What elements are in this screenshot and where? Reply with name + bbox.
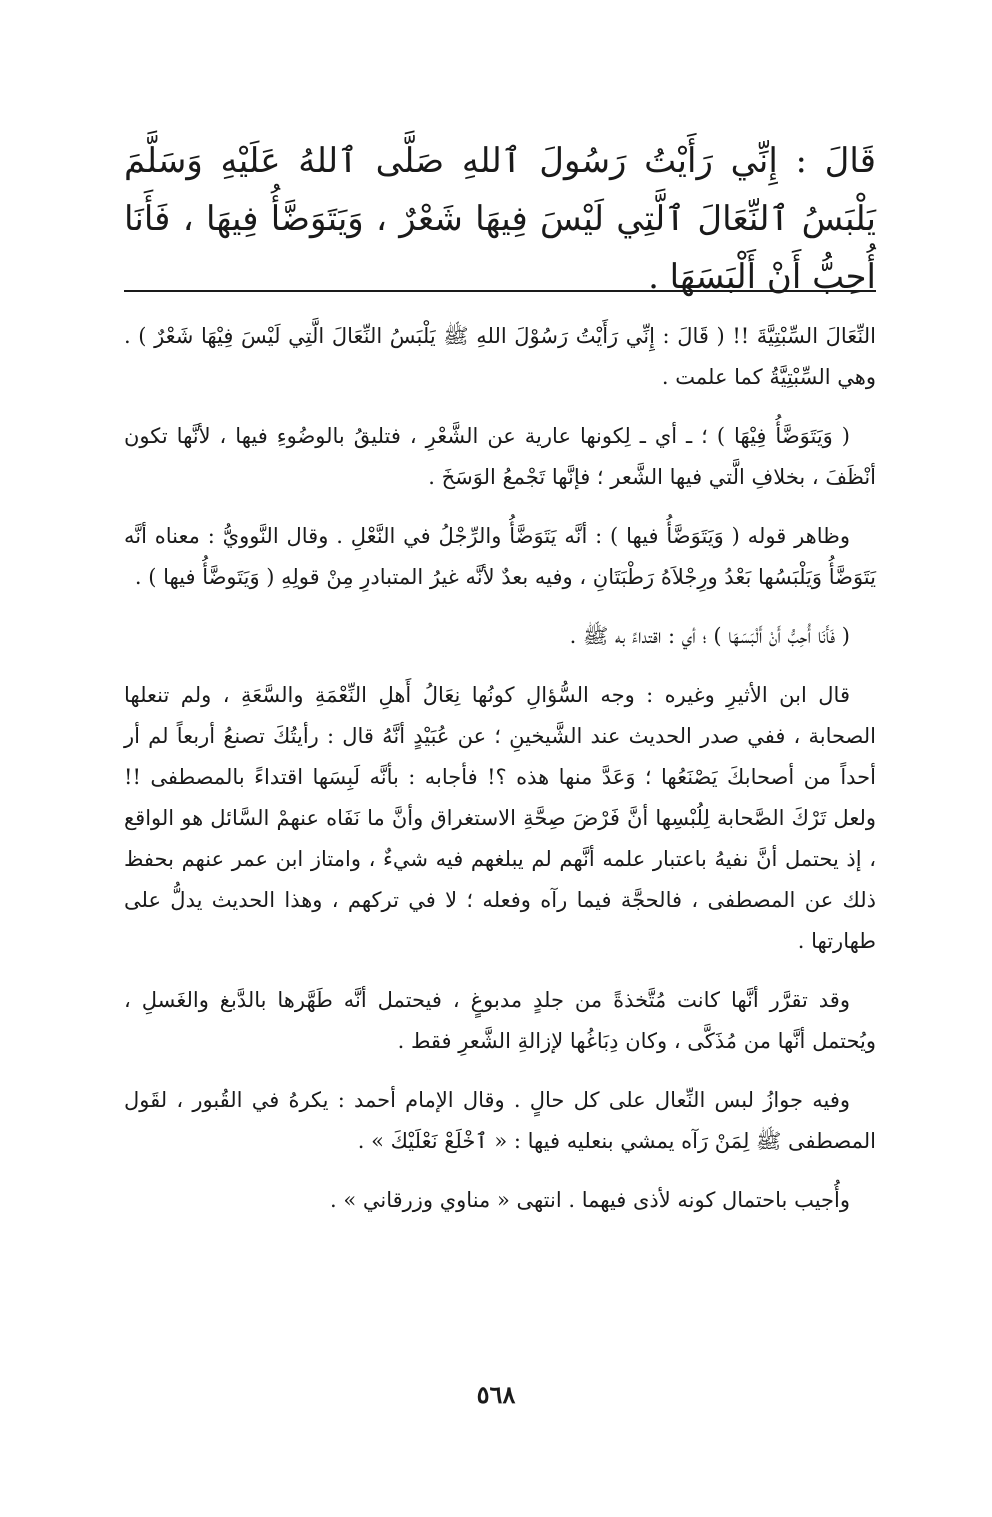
commentary-paragraph-4: ( فَأَنَا أُحِبُّ أَنْ أَلْبَسَهَا ) ؛ أي : اقتداءً به ﷺ . xyxy=(569,624,850,648)
commentary-paragraph-5: قال ابن الأثيرِ وغيره : وجه السُّؤالِ كونُها نِعَالُ أَهلِ النِّعْمَةِ والسَّعَةِ ، ولم تنعلها الصحابة ، ففي صدر الحديث عند الشَّيخينِ ؛ عن عُبَيْدٍ أنَّهُ قال : رأيتُكَ تصنعُ أربعاً لم أر أحداً من أصحابكَ يَصْنَعُها ؛ وَعَدَّ منها هذه ؟! فأجابه : بأنَّه لَبِسَها اقتداءً بالمصطفى !! ولعل تَرْكَ الصَّحابة لِلُبْسِها أنَّ فَرْضَ صِحَّةِ الاستغراق وأنَّ ما نَفَاه عنهمْ السَّائل هو الواقع ، إذ يحتمل أنَّ نفيهُ باعتبار علمه أنَّهم لم يبلغهم فيه شيءٌ ، وامتاز ابن عمر عنهم بحفظ ذلك عن المصطفى ، فالحجَّة فيما رآه وفعله ؛ لا في تركهم ، وهذا الحديث يدلُّ على طهارتها . xyxy=(124,683,876,953)
commentary-paragraph-2: ( وَيَتَوَضَّأُ فِيْهَا ) ؛ ـ أي ـ لِكونها عارية عن الشَّعْرِ ، فتليقُ بالوضُوءِ فيها ، لأنَّها تكون أنْظَفَ ، بخلافِ الَّتي فيها الشَّعر ؛ فإنَّها تَجْمعُ الوَسَخَ . xyxy=(124,424,876,489)
commentary-paragraph-1: النِّعَالَ السِّبْتِيَّةَ !! ( قَالَ : إِنِّي رَأَيْتُ رَسُوْلَ اللهِ ﷺ يَلْبَسُ النِّعَالَ الَّتِي لَيْسَ فِيْهَا شَعْرٌ ) . وهي السِّبْتِيَّةُ كما علمت . xyxy=(124,324,876,389)
commentary xyxy=(124,316,876,1239)
footnote-divider xyxy=(124,290,876,292)
page-number: ٥٦٨ xyxy=(476,1380,516,1409)
commentary-paragraph-7: وفيه جوازُ لبس النِّعال على كل حالٍ . وقال الإمام أحمد : يكرهُ في القُبور ، لقَول المصطفى ﷺ لِمَنْ رَآه يمشي بنعليه فيها : « ٱخْلَعْ نَعْلَيْكَ » . xyxy=(124,1088,876,1153)
commentary-paragraph-6: وقد تقرَّر أنَّها كانت مُتَّخذةً من جلدٍ مدبوغٍ ، فيحتمل أنَّه طَهَّرها بالدَّبغ والغَسلِ ، ويُحتمل أنَّها من مُذَكَّى ، وكان دِبَاغُها لإزالةِ الشَّعرِ فقط . xyxy=(124,988,876,1053)
commentary-paragraph-8: وأُجيب باحتمال كونه لأذى فيهما . انتهى « مناوي وزرقاني » . xyxy=(329,1188,850,1212)
hadith-text: قَالَ : إِنِّي رَأَيْتُ رَسُولَ ٱللهِ صَلَّى ٱللهُ عَلَيْهِ وَسَلَّمَ يَلْبَسُ ٱلنِّعَالَ ٱلَّتِي لَيْسَ فِيهَا شَعْرٌ ، وَيَتَوَضَّأُ فِيهَا ، فَأَنَا أُحِبُّ أَنْ أَلْبَسَهَا . xyxy=(124,141,876,297)
commentary-paragraph-3: وظاهر قوله ( وَيَتَوَضَّأُ فيها ) : أنَّه يَتَوَضَّأُ والرِّجْلُ في النَّعْلِ . وقال النَّوويُّ : معناه أنَّه يَتَوَضَّأُ وَيَلْبَسُها بَعْدُ ورِجْلاَهُ رَطْبَتَانِ ، وفيه بعدٌ لأنَّه غيرُ المتبادرِ مِنْ قولِهِ ( وَيَتَوضَّأُ فيها ) . xyxy=(124,524,876,589)
